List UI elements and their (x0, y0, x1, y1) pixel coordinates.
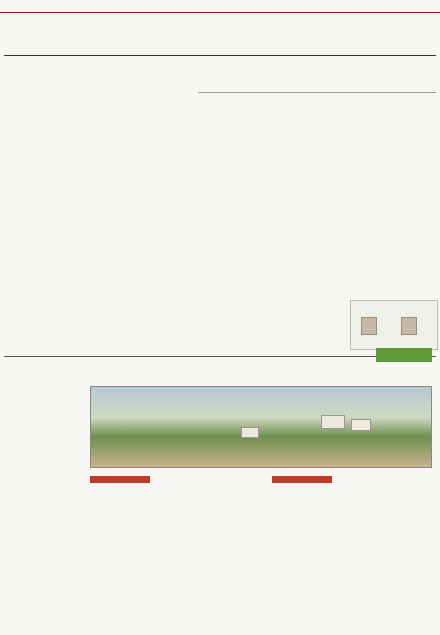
bottom-story-column-e (354, 484, 436, 629)
top-story-column-1 (4, 66, 64, 356)
top-story-byline (4, 59, 104, 65)
bottom-story-column-d (272, 486, 350, 630)
author-name (352, 334, 374, 340)
photo-building (351, 419, 371, 431)
top-story-column-2 (68, 66, 128, 356)
side-feature-column-a (198, 104, 272, 354)
side-feature-title (198, 76, 348, 90)
tea-garden-photo (90, 386, 432, 468)
side-feature-column-c (352, 76, 436, 296)
bottom-story-column-a (4, 512, 86, 630)
author-name (414, 334, 436, 340)
section-logo (376, 348, 432, 362)
page-label (392, 2, 436, 11)
photo-caption (300, 468, 430, 474)
sidebar-poem (4, 386, 86, 508)
section-bar-left (90, 476, 150, 483)
top-story-headline (4, 27, 436, 53)
headline-rule (4, 55, 436, 56)
top-story-column-3 (132, 66, 194, 356)
bottom-story-column-c (180, 486, 266, 630)
bottom-story-headline (4, 364, 364, 380)
top-story-kicker (4, 14, 436, 25)
section-rule (4, 356, 436, 357)
section-bar-right (272, 476, 332, 483)
side-feature-byline (198, 96, 308, 102)
bottom-story-column-b (90, 486, 174, 630)
side-feature-column-b (276, 104, 348, 354)
photo-building (321, 415, 345, 429)
masthead-meta (50, 2, 350, 10)
newspaper-logo (4, 1, 44, 11)
photo-building (241, 427, 259, 438)
